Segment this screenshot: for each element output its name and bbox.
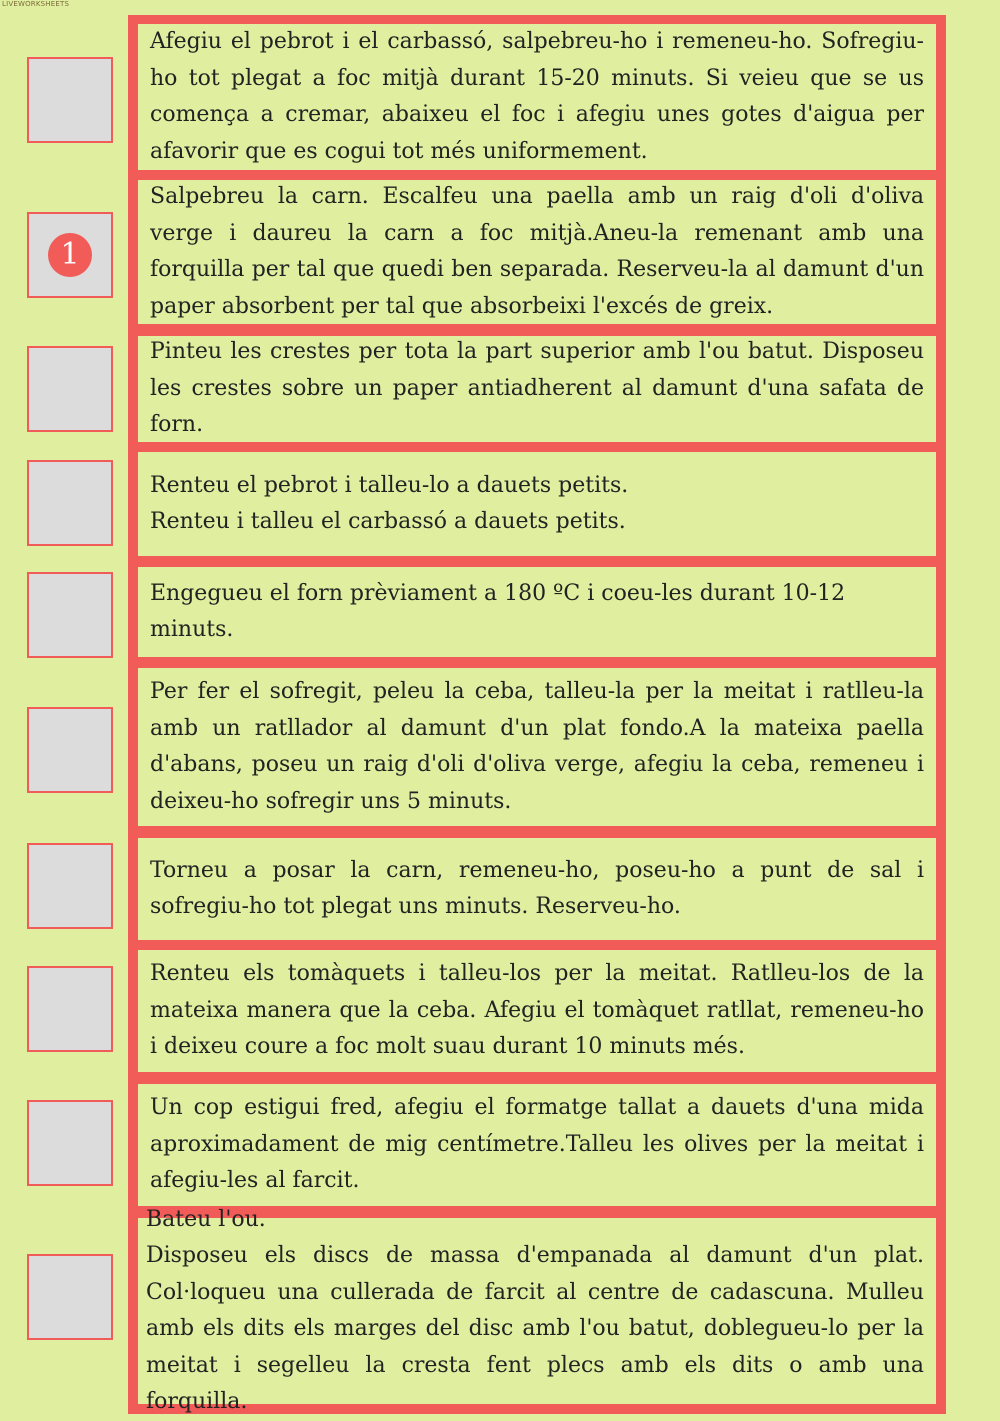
order-answer-box[interactable]	[27, 572, 113, 658]
step-card	[138, 1084, 936, 1206]
step-number-badge: 1	[48, 233, 92, 277]
step-text: Un cop estigui fred, afegiu el formatge tallat a dauets d'una mida aproximadament de mig centímetre.Talleu les olives per la meitat i afegiu-les al farcit.	[150, 1095, 924, 1194]
step-text-line: Disposeu els discs de massa d'empanada al damunt d'un plat. Col·loqueu una cullerada de farcit al centre de cadascuna. Mulleu amb els dits els marges del disc amb l'ou batut, doblegueu-lo per la meitat i segelleu la cresta fent plecs amb els dits o amb una forquilla.	[146, 1243, 924, 1414]
step-card	[138, 950, 936, 1072]
step-text: Per fer el sofregit, peleu la ceba, talleu-la per la meitat i ratlleu-la amb un ratllador al damunt d'un plat fondo.A la mateixa paella d'abans, poseu un raig d'oli d'oliva verge, afegiu la ceba, remeneu i deixeu-ho sofregir uns 5 minuts.	[150, 679, 924, 814]
order-answer-box[interactable]	[27, 212, 113, 298]
order-answer-box[interactable]	[27, 843, 113, 929]
order-answer-box[interactable]	[27, 346, 113, 432]
step-card	[138, 452, 936, 556]
order-answer-box[interactable]	[27, 1100, 113, 1186]
step-card	[138, 668, 936, 826]
step-text: Pinteu les crestes per tota la part superior amb l'ou batut. Disposeu les crestes sobre un paper antiadherent al damunt d'una safata de forn.	[150, 339, 924, 438]
step-card	[138, 180, 936, 324]
order-answer-box[interactable]	[27, 1254, 113, 1340]
order-answer-box[interactable]	[27, 966, 113, 1052]
step-card	[138, 1206, 936, 1414]
step-card	[138, 838, 936, 940]
step-card	[138, 567, 936, 657]
step-text-line: Renteu i talleu el carbassó a dauets petits.	[150, 509, 626, 534]
step-text: Salpebreu la carn. Escalfeu una paella amb un raig d'oli d'oliva verge i daureu la carn a foc mitjà.Aneu-la remenant amb una forquilla per tal que quedi ben separada. Reserveu-la al damunt d'un paper absorbent per tal que absorbeixi l'excés de greix.	[150, 184, 924, 319]
order-answer-box[interactable]	[27, 707, 113, 793]
order-answer-box[interactable]	[27, 57, 113, 143]
step-text-line: Renteu el pebrot i talleu-lo a dauets petits.	[150, 472, 629, 498]
step-text-line: Bateu l'ou.	[146, 1206, 266, 1232]
step-text: Renteu els tomàquets i talleu-los per la meitat. Ratlleu-los de la mateixa manera que la ceba. Afegiu el tomàquet ratllat, remeneu-ho i deixeu coure a foc molt suau durant 10 minuts més.	[150, 961, 924, 1060]
step-text: Afegiu el pebrot i el carbassó, salpebreu-ho i remeneu-ho. Sofregiu-ho tot plegat a foc mitjà durant 15-20 minuts. Si veieu que se us comença a cremar, abaixeu el foc i afegiu unes gotes d'aigua per afavorir que es cogui tot més uniformement.	[150, 29, 924, 164]
step-text: Torneu a posar la carn, remeneu-ho, poseu-ho a punt de sal i sofregiu-ho tot plegat uns minuts. Reserveu-ho.	[150, 857, 924, 919]
order-answer-box[interactable]	[27, 460, 113, 546]
step-text: Engegueu el forn prèviament a 180 ºC i coeu-les durant 10-12 minuts.	[150, 580, 846, 642]
step-card	[138, 336, 936, 442]
brand-logo: LIVEWORKSHEETS	[2, 0, 70, 8]
step-card	[138, 24, 936, 170]
